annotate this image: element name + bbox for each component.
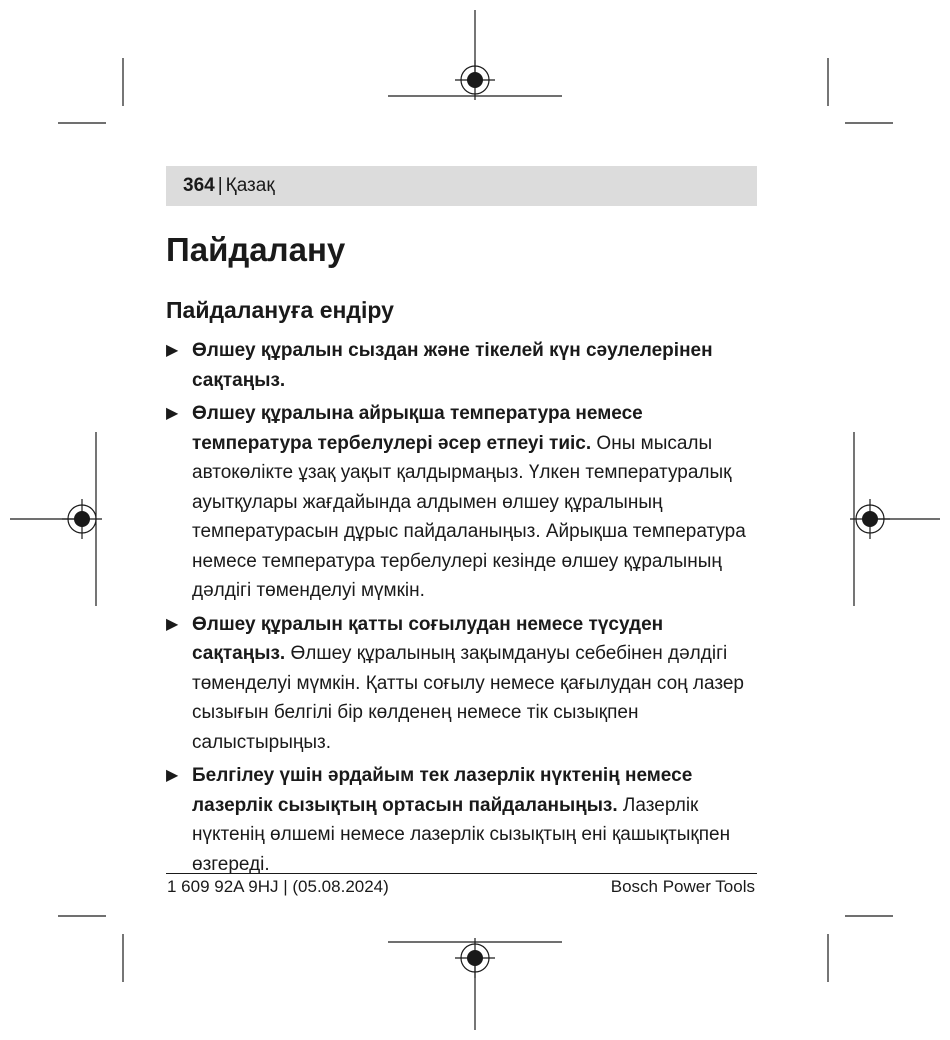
header-language: Қазақ [225,175,275,196]
instruction-list [166,336,761,883]
registration-mark-top [388,10,562,100]
item-text: Лазерлік нүктенің өлшемі немесе лазерлік сызықтың ені қашықтықпен өзгереді. [192,794,731,875]
footer-doc-id: 1 609 92A 9HJ | (05.08.2024) [167,877,389,896]
registration-mark-right [850,432,940,606]
page-header [183,174,275,198]
bullet-arrow-icon: ▶ [166,615,179,633]
page-title: Пайдалану [166,231,346,268]
registration-mark-bottom [388,938,562,1030]
item-text: Оны мысалы автокөлікте ұзақ уақыт қалдырмаңыз. Үлкен температуралық ауытқулары жағдайында алдымен өлшеу құралының температурасын дұрыс пайдаланыңыз. Айрықша температура немесе температура тербелулері кезінде өлшеу құралының дәлдігі төменделуі мүмкін. [192,432,746,601]
page-number: 364 [183,175,215,196]
list-item [166,399,761,606]
list-item [166,761,761,879]
bullet-arrow-icon: ▶ [166,767,179,784]
footer-brand: Bosch Power Tools [610,877,755,896]
header-separator: | [217,175,223,196]
footer-divider [166,873,757,874]
bullet-arrow-icon: ▶ [166,342,179,359]
bullet-arrow-icon: ▶ [166,405,179,422]
item-bold-text: Өлшеу құралына айрықша температура немесе температура тербелулері әсер етпеуі тиіс. [192,403,643,454]
item-text: Өлшеу құралының зақымдануы себебінен дәлдігі төменделуі мүмкін. Қатты соғылу немесе қағылудан соң лазер сызығын белгілі бір көлденең немесе тік сызықпен салыстырыңыз. [192,643,745,753]
registration-mark-left [10,432,102,606]
list-item [166,336,761,395]
section-subtitle: Пайдалануға ендіру [166,297,394,323]
list-item [166,610,761,758]
item-bold-text: Белгілеу үшін әрдайым тек лазерлік нүктенің немесе лазерлік сызықтың ортасын пайдаланыңыз. [192,765,693,816]
item-bold-text: Өлшеу құралын қатты соғылудан немесе түсуден сақтаңыз. [192,613,664,664]
item-bold-text: Өлшеу құралын сыздан және тікелей күн сәулелерінен сақтаңыз. [192,340,713,391]
